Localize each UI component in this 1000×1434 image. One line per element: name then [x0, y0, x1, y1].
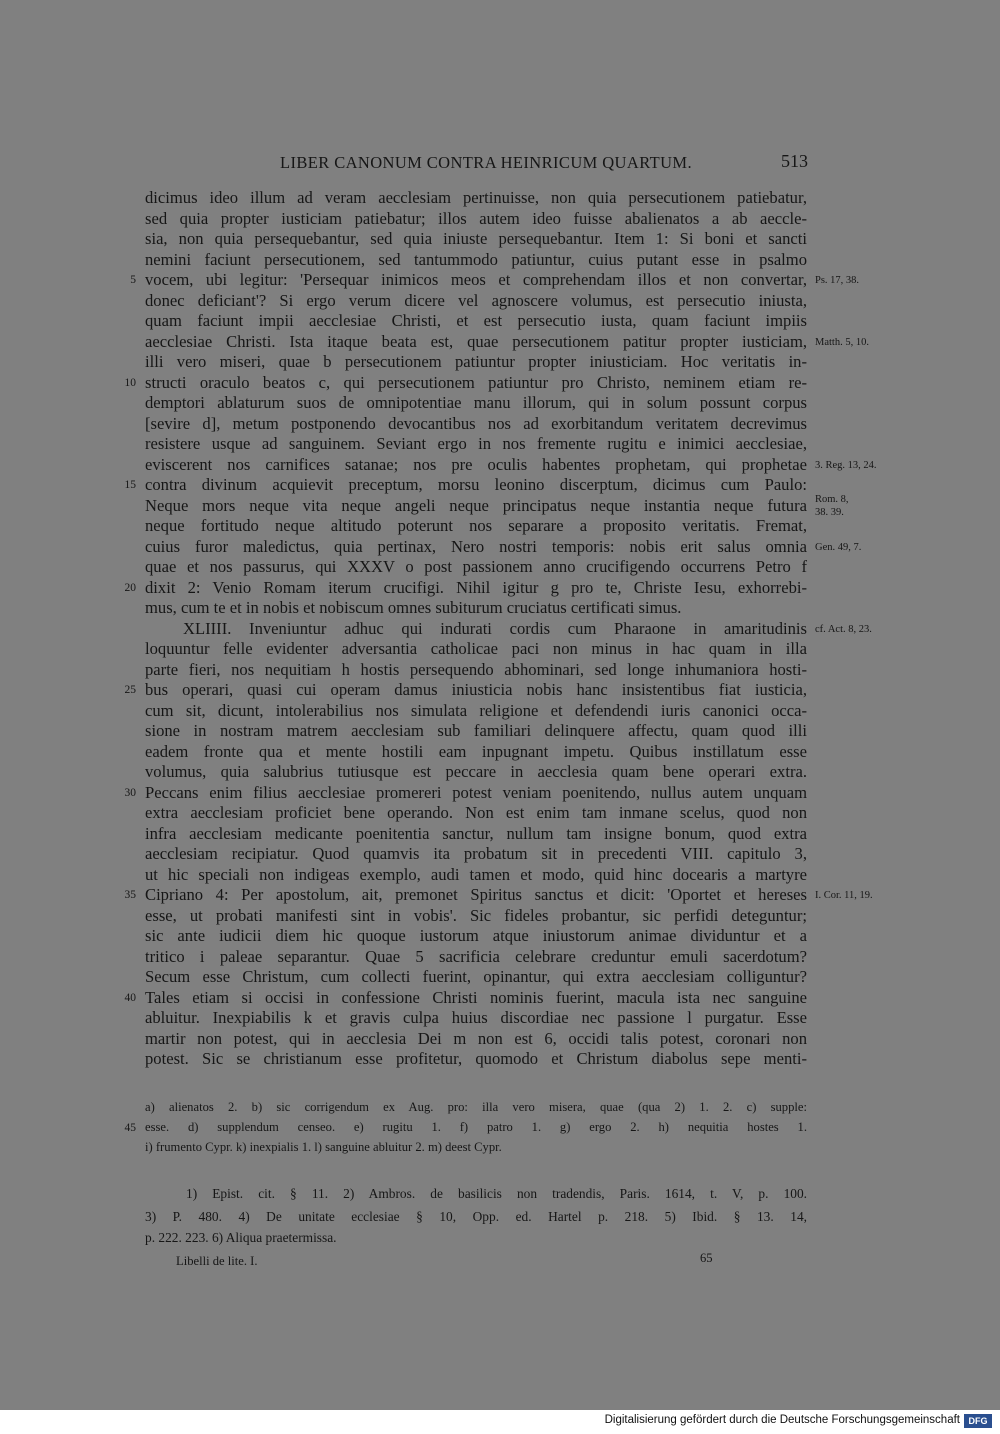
text-line: sed quia propter iusticiam patiebatur; illos autem ideo fuisse abalienatos a ab aeccle- [145, 208, 807, 228]
text-line: loquuntur felle evidenter adversantia catholicae paci non minus in hac quam in illa [145, 639, 807, 658]
margin-reference: 38. 39. [815, 507, 844, 518]
text-line: extra aecclesiam proficiet bene operando. Non est enim tam inmane scelus, quod non [145, 803, 807, 822]
margin-reference: Gen. 49, 7. [815, 542, 862, 553]
text-line [145, 1070, 807, 1091]
text-line: [sevire d], metum postponendo devocantibus nos ad exorbitandum veritatem decrevimus [145, 413, 807, 433]
text-line: sic ante iudicii diem hic quoque iustorum atque iniustorum animae dividuntur et a [145, 926, 807, 945]
text-line: potest. Sic se christianum esse profitetur, quomodo et Christum diabolus sepe menti- [145, 1049, 807, 1068]
text-line: parte fieri, nos nequitiam h hostis persequendo abhominari, sed longe inhumaniora hosti- [145, 659, 807, 679]
text-line: demptori ablaturum suos de omnipotentiae manu illorum, qui in solum possunt corpus [145, 393, 807, 412]
text-line: Tales etiam si occisi in confessione Christi nominis fuerint, macula ista nec sanguine [145, 987, 807, 1007]
chapter-opening-line: XLIIII. Inveniuntur adhuc qui indurati cordis cum Pharaone in amaritudinis [183, 618, 807, 638]
text-line: Cipriano 4: Per apostolum, ait, premonet Spiritus sanctus et dicit: 'Oportet et hereses [145, 885, 807, 904]
text-line: aecclesiae Christi. Ista itaque beata est, quae persecutionem patitur propter iusticiam, [145, 331, 807, 351]
line-number: 25 [124, 684, 136, 696]
margin-reference: Ps. 17, 38. [815, 275, 860, 286]
sheet-signature-number: 65 [700, 1251, 713, 1265]
text-line: mus, cum te et in nobis et nobiscum omnes subiturum cruciatus certificati simus. [145, 598, 682, 617]
footnote-line: 3) P. 480. 4) De unitate ecclesiae § 10, Opp. ed. Hartel p. 218. 5) Ibid. § 13. 14, [145, 1209, 807, 1224]
line-number: 35 [124, 889, 136, 901]
margin-reference: cf. Act. 8, 23. [815, 624, 872, 635]
text-line: tritico i paleae separantur. Quae 5 sacrificia celebrare creduntur emuli sacerdotum? [145, 946, 807, 966]
footnote-line: p. 222. 223. 6) Aliqua praetermissa. [145, 1230, 337, 1245]
text-line: dicimus ideo illum ad veram aecclesiam pertinuisse, non quia persecutionem patiebatur, [145, 188, 807, 207]
page-header [140, 153, 808, 175]
text-line: contra divinum acquievit preceptum, morsu leonino discerptum, dicimus cum Paulo: [145, 475, 807, 494]
text-line: vocem, ubi legitur: 'Persequar inimicos meos et comprehendam illos et non convertar, [145, 270, 807, 289]
text-line: Neque mors neque vita neque angeli neque principatus neque instantia neque futura [145, 495, 807, 515]
text-line: Secum esse Christum, cum collecti fuerint, opinantur, qui extra aecclesiam colliguntur? [145, 967, 807, 986]
text-line: abluitur. Inexpiabilis k et gravis culpa huius discordiae nec passione l purgatur. Esse [145, 1008, 807, 1027]
line-number: 20 [124, 581, 136, 594]
text-line: neque fortitudo neque altitudo poterunt nos separare a proposito veritatis. Fremat, [145, 516, 807, 535]
page-number: 513 [781, 151, 808, 171]
line-number: 15 [124, 479, 136, 491]
text-line: eadem fronte qua et mente hostili eam inpugnant impetu. Quibus instillatum esse [145, 741, 807, 761]
apparatus-line: a) alienatos 2. b) sic corrigendum ex Aug. pro: illa vero misera, quae (qua 2) 1. 2. c) supple: [145, 1100, 807, 1114]
text-line: eviscerent nos carnifices satanae; nos pre oculis habentes prophetam, qui prophetae [145, 454, 807, 474]
margin-reference: 3. Reg. 13, 24. [815, 460, 877, 471]
line-number: 30 [124, 786, 136, 799]
line-number: 40 [124, 991, 136, 1004]
text-line: Peccans enim filius aecclesiae promereri potest veniam poenitendo, nullus autem unquam [145, 782, 807, 802]
text-line: donec deficiant'? Si ergo verum dicere vel agnoscere volumus, est persecutio iniusta, [145, 290, 807, 310]
footer-bar [0, 1410, 1000, 1434]
text-line: illi vero miseri, quae b persecutionem patiuntur propter iniusticiam. Hoc veritatis in- [145, 352, 807, 371]
text-line: volumus, quia salubrius tutiusque est peccare in aecclesia quam bene operari extra. [145, 762, 807, 781]
line-number: 45 [124, 1122, 136, 1134]
line-number: 10 [124, 376, 136, 389]
text-line: sione in nostram matrem aecclesiam sub familiari delinquere affectu, quam quod illi [145, 721, 807, 740]
text-line: esse, ut probati manifesti sint in vobis'. Sic fideles probantur, sic perfidi deteguntur; [145, 905, 807, 925]
footnote-line: 1) Epist. cit. § 11. 2) Ambros. de basilicis non tradendis, Paris. 1614, t. V, p. 100. [186, 1186, 807, 1201]
running-title: LIBER CANONUM CONTRA HEINRICUM QUARTUM. [280, 153, 692, 172]
text-line: bus operari, quasi cui operam damus iniusticia nobis hanc insistentibus fiat iusticia, [145, 680, 807, 699]
funding-notice: Digitalisierung gefördert durch die Deutsche Forschungsgemeinschaft [604, 1414, 960, 1426]
text-line: cuius furor maledictus, quia pertinax, Nero nostri temporis: nobis erit salus omnia [145, 536, 807, 556]
margin-reference: Rom. 8, [815, 494, 849, 505]
text-line: structi oraculo beatos c, qui persecutionem patiuntur pro Christo, neminem etiam re- [145, 372, 807, 392]
text-line: aecclesiam recipiatur. Quod quamvis ita probatum sit in precedenti VIII. capitulo 3, [145, 844, 807, 863]
margin-reference: I. Cor. 11, 19. [815, 890, 873, 901]
dfg-logo: DFG [964, 1414, 992, 1428]
text-line: nemini faciunt persecutionem, sed tantummodo patiuntur, cuius putant esse in psalmo [145, 249, 807, 269]
apparatus-line: i) frumento Cypr. k) inexpialis 1. l) sanguine abluitur 2. m) deest Cypr. [145, 1140, 502, 1154]
line-number: 5 [130, 274, 136, 286]
text-line: ut hic speciali non indigeas exemplo, audi tamen et modo, quid hinc docearis a martyre [145, 864, 807, 884]
text-line: dixit 2: Venio Romam iterum crucifigi. Nihil igitur g pro te, Christe Iesu, exhorrebi- [145, 577, 807, 597]
text-line: infra aecclesiam medicante poenitentia sanctur, nullum tam insigne bonum, quod extra [145, 823, 807, 843]
apparatus-line: esse. d) supplendum censeo. e) rugitu 1. f) patro 1. g) ergo 2. h) nequitia hostes 1. [145, 1120, 807, 1134]
text-line: quae et nos passurus, qui XXXV o post passionem anno crucifigendo occurrens Petro f [145, 557, 807, 576]
text-line: cum sit, dicunt, intolerabilius nos simulata religione et defendendi iuris canonici occa- [145, 700, 807, 720]
text-line: martir non potest, qui in aecclesia Dei m non est 6, occidi talis potest, coronari non [145, 1028, 807, 1048]
text-line: resistere usque ad sanguinem. Seviant ergo in nos fremente rugitu e inimici aecclesiae, [145, 434, 807, 453]
text-line: sia, non quia persequebantur, sed quia iniuste persequebantur. Item 1: Si boni et sancti [145, 229, 807, 248]
margin-reference: Matth. 5, 10. [815, 337, 869, 348]
sheet-signature: Libelli de lite. I. [176, 1254, 258, 1268]
text-line: quam faciunt impii aecclesiae Christi, et est persecutio iusta, quam faciunt impiis [145, 311, 807, 330]
